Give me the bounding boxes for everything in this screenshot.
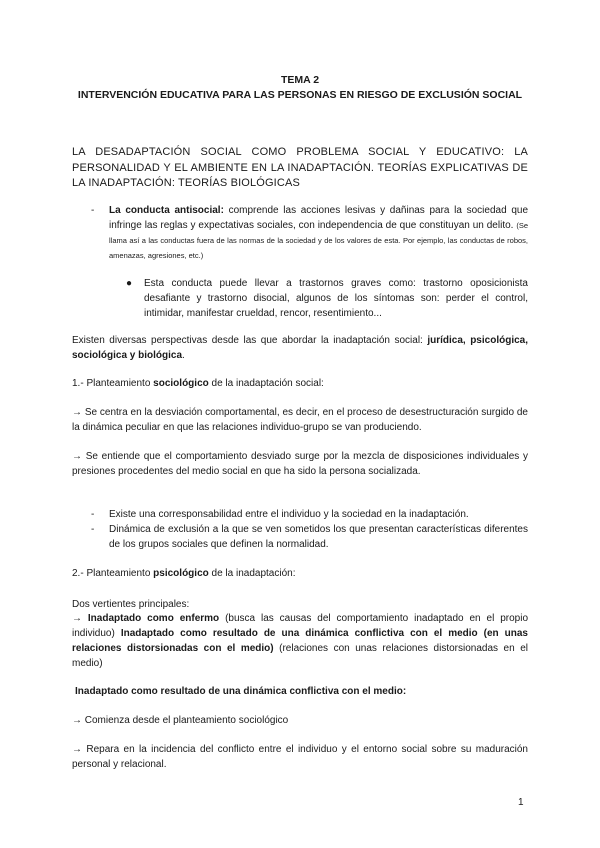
perspectives-list: jurídica, psicológica, sociológica y biológica — [72, 335, 528, 361]
disorders-text: Esta conducta puede llevar a trastornos graves como: trastorno oposicionista desafiante y trastorno disocial, algunos de los síntomas son: perder el control, intimidar, manifestar crueldad, rencor, resentimiento... — [144, 278, 528, 319]
dash-marker: - — [91, 524, 95, 535]
sociological-item-1 — [91, 507, 528, 522]
sociological-heading: 1.- Planteamiento sociológico de la inadaptación social: — [72, 378, 324, 389]
list-item-text: Dinámica de exclusión a la que se ven sometidos los que presentan características diferentes de los grupos sociales que definen la normalidad. — [109, 524, 528, 550]
antisocial-term: La conducta antisocial: — [109, 205, 224, 216]
page-number: 1 — [518, 797, 524, 808]
disorders-bullet-item — [126, 276, 528, 321]
sociological-paragraph-2: → Se entiende que el comportamiento desviado surge por la mezcla de disposiciones individuales y presiones procedentes del medio social en que ha sido la persona socializada. — [72, 451, 528, 477]
dash-marker: - — [91, 509, 95, 520]
dash-marker: - — [91, 205, 95, 216]
section-heading: LA DESADAPTACIÓN SOCIAL COMO PROBLEMA SOCIAL Y EDUCATIVO: LA PERSONALIDAD Y EL AMBIENTE EN LA INADAPTACIÓN. TEORÍAS EXPLICATIVAS DE LA INADAPTACIÓN: TEORÍAS BIOLÓGICAS — [72, 146, 528, 189]
antisocial-definition-item — [91, 203, 528, 263]
list-item-text: Existe una corresponsabilidad entre el individuo y la sociedad en la inadaptación. — [109, 509, 469, 520]
conflict-subheading: Inadaptado como resultado de una dinámica conflictiva con el medio: — [75, 686, 407, 697]
topic-title: INTERVENCIÓN EDUCATIVA PARA LAS PERSONAS EN RIESGO DE EXCLUSIÓN SOCIAL — [77, 88, 523, 101]
conflict-paragraph-2: → Repara en la incidencia del conflicto entre el individuo y el entorno social sobre su maduración personal y relacional. — [72, 744, 528, 770]
sociological-paragraph-1: → Se centra en la desviación comportamental, es decir, en el proceso de desestructuración surgido de la dinámica peculiar en que las relaciones individuo-grupo se van produciendo. — [72, 407, 528, 433]
psychological-intro: Dos vertientes principales: — [72, 599, 190, 610]
topic-number: TEMA 2 — [280, 74, 320, 86]
sociological-item-2 — [91, 522, 528, 552]
bullet-marker: ● — [126, 278, 133, 289]
document-title — [60, 73, 540, 102]
psychological-paragraph: → Inadaptado como enfermo (busca las causas del comportamiento inadaptado en el propio individuo) Inadaptado como resultado de una dinámica conflictiva con el medio (en unas relaciones distorsionadas con el medio) (relaciones con unas relaciones distorsionadas en el medio) — [72, 613, 529, 669]
conflict-paragraph-1: → Comienza desde el planteamiento sociológico — [72, 715, 289, 726]
antisocial-note: (Se llama así a las conductas fuera de las normas de la sociedad y de los valores de esta. Por ejemplo, las conductas de robos, amenazas, agresiones, etc.) — [109, 221, 528, 260]
perspectives-paragraph: Existen diversas perspectivas desde las que abordar la inadaptación social: jurídica, psicológica, sociológica y biológica. — [72, 335, 528, 361]
antisocial-text: comprende las acciones lesivas y dañinas para la sociedad que infringe las reglas y expectativas sociales, con independencia de que constituyan un delito. — [109, 205, 528, 231]
psychological-heading: 2.- Planteamiento psicológico de la inadaptación: — [72, 568, 296, 579]
